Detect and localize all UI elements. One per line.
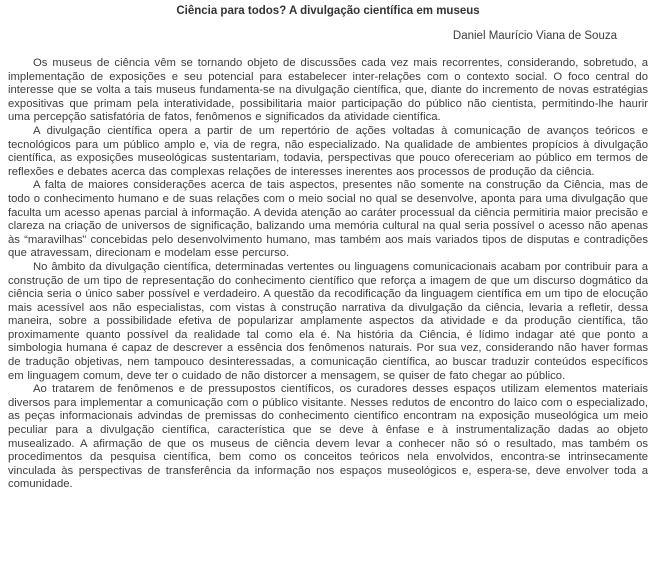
paragraph-3: A falta de maiores considerações acerca de tais aspectos, presentes não somente na construção da Ciência, mas de todo o conhecimento humano e de suas relações com o meio social no qual se desenvolve, aponta para uma divulgação que faculta um acesso apenas parcial à informação. A devida atenção ao caráter processual da ciência permitiria maior precisão e clareza na criação de universos de significação, balizando uma memória cultural na qual seria possível o acesso não apenas às “maravilhas” concebidas pelo desenvolvimento humano, mas também aos mais variados tipos de disputas e contradições que atravessam, direcionam e modelam esse percurso.	[8, 179, 648, 260]
page-title: Ciência para todos? A divulgação científica em museus	[176, 5, 480, 17]
article-body	[8, 57, 648, 492]
author-byline: Daniel Maurício Viana de Souza	[452, 30, 617, 42]
paragraph-2: A divulgação científica opera a partir de um repertório de ações voltadas à comunicação de avanços teóricos e tecnológicos para um público amplo e, via de regra, não especializado. Na qualidade de ambientes propícios à divulgação científica, as exposições museológicas sustentariam, todavia, perspectivas que pouco ofereceriam ao público em termos de reflexões e debates acerca das complexas relações de interesses inerentes aos processos de produção da ciência.	[8, 124, 648, 178]
paragraph-1: Os museus de ciência vêm se tornando objeto de discussões cada vez mais recorrentes, considerando, sobretudo, a implementação de exposições e seu potencial para estabelecer inter-relações com o contexto social. O foco central do interesse que se volta a tais museus fundamenta-se na divulgação científica, que, diante do incremento de novas estratégias expositivas que primam pela interatividade, possibilitaria maior participação do público não cientista, permitindo-lhe haurir uma percepção satisfatória de fatos, fenômenos e significados da atividade científica.	[8, 57, 648, 124]
paragraph-5: Ao tratarem de fenômenos e de pressupostos científicos, os curadores desses espaços utilizam elementos materiais diversos para implementar a comunicação com o público visitante. Nesses redutos de encontro do laico com o especializado, as peças informacionais advindas de premissas do conhecimento científico encontram na exposição museológica um meio peculiar para a divulgação científica, característica que se deve à ênfase e à instrumentalização dadas ao objeto musealizado. A afirmação de que os museus de ciência devem levar a conhecer não só o resultado, mas também os procedimentos da pesquisa científica, bem como os conceitos teóricos nela envolvidos, encontra-se intrinsecamente vinculada às perspectivas de transferência da informação nos espaços museológicos e, espera-se, deve envolver toda a comunidade.	[8, 383, 648, 491]
paragraph-4: No âmbito da divulgação científica, determinadas vertentes ou linguagens comunicacionais acabam por contribuir para a construção de um tipo de representação do conhecimento científico que reforça a imagem de que um discurso dogmático da ciência seria o único saber possível e verdadeiro. A questão da recodificação da linguagem científica em um tipo de elocução mais acessível aos não especialistas, com vistas à construção narrativa da divulgação da ciência, levaria a refletir, dessa maneira, sobre a possibilidade efetiva de popularizar amplamente aspectos da atividade e da produção científica, tão proximamente quanto possível da realidade tal como ela é. Na história da Ciência, é lídimo indagar até que ponto a simbologia humana é capaz de descrever a essência dos fenômenos naturais. Por sua vez, considerando não haver formas de tradução objetivas, nem tampouco desinteressadas, a comunicação científica, ao buscar traduzir conteúdos específicos em linguagem comum, deve ter o cuidado de não distorcer a mensagem, se quiser de fato chegar ao público.	[8, 260, 648, 382]
